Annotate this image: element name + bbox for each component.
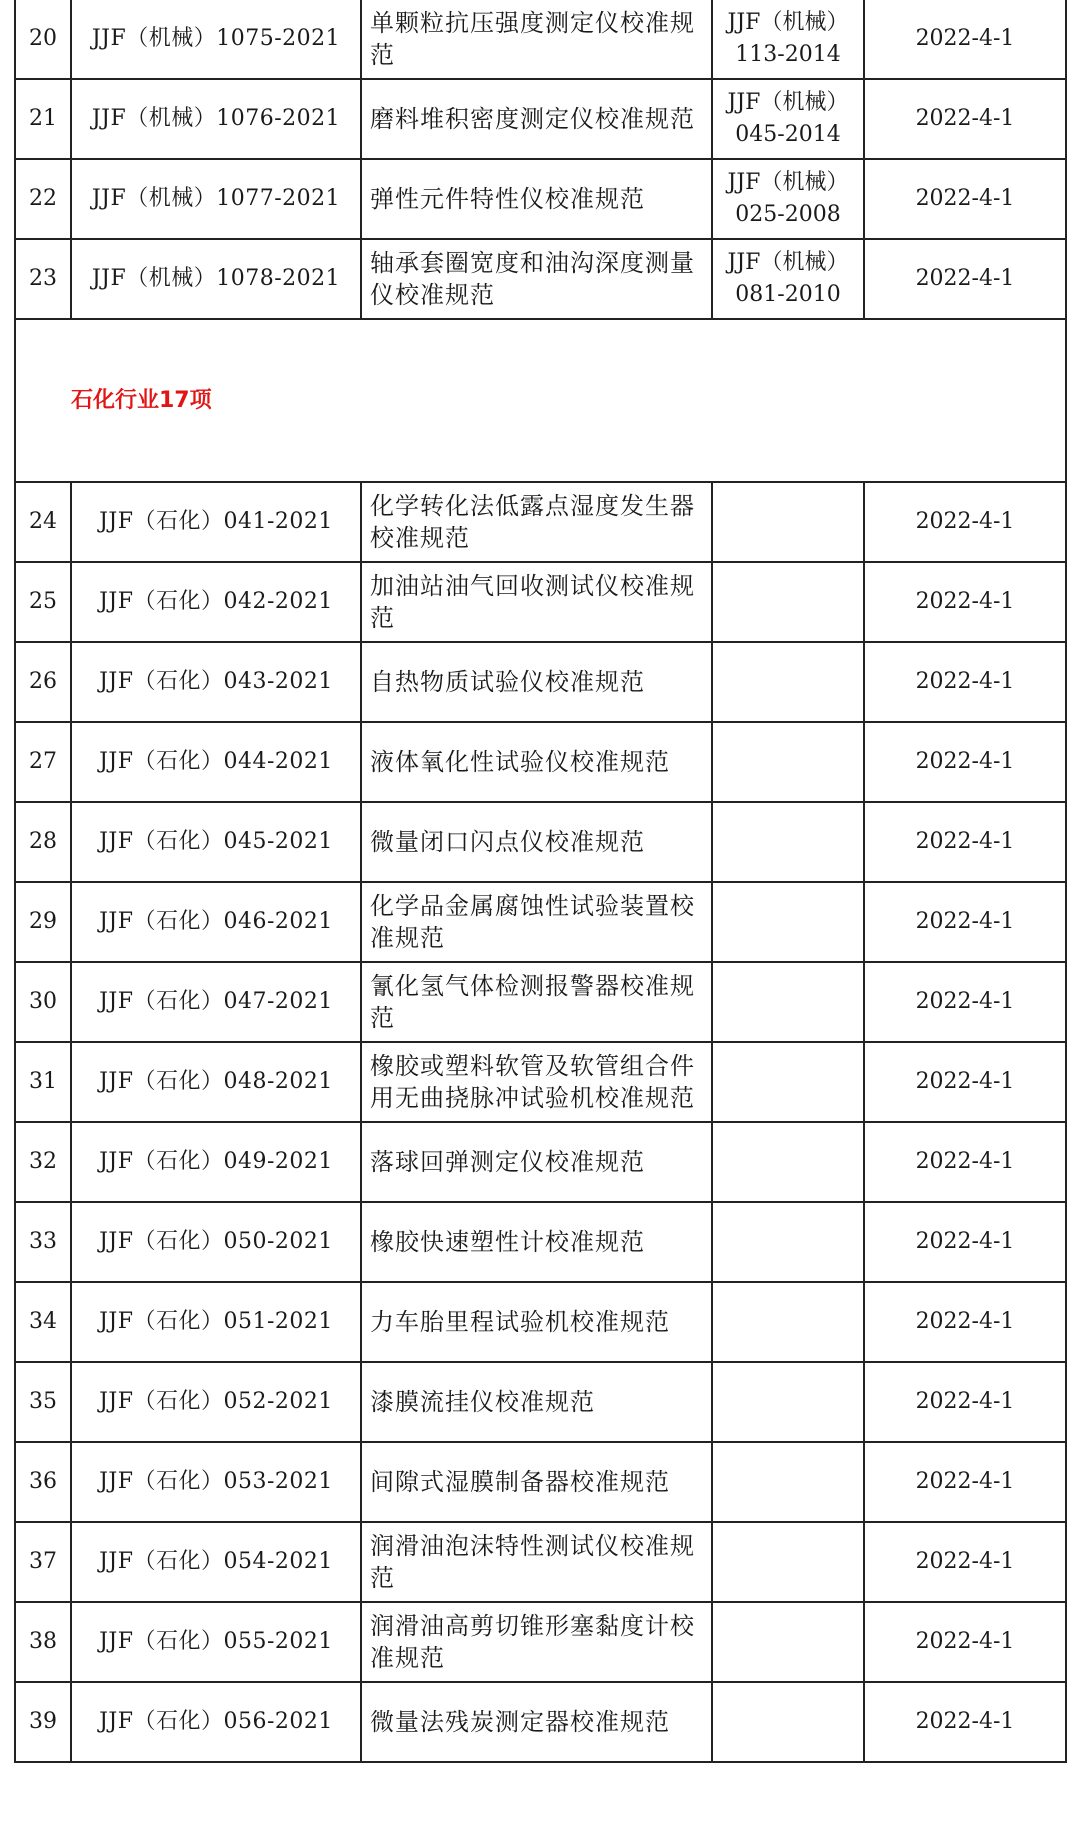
replaced-standard [712,642,864,722]
standard-code: JJF（机械）1075-2021 [71,0,361,79]
row-number: 21 [15,79,71,159]
replaced-standard: JJF（机械）045-2014 [712,79,864,159]
row-number: 37 [15,1522,71,1602]
standard-code: JJF（石化）053-2021 [71,1442,361,1522]
replaced-standard [712,562,864,642]
replaced-standard [712,1362,864,1442]
table-row [15,1042,1066,1122]
effective-date: 2022-4-1 [864,1682,1066,1762]
standards-table [14,0,1067,1763]
standards-table-body [15,0,1066,1762]
table-row [15,1282,1066,1362]
row-number: 38 [15,1602,71,1682]
section-cell [15,319,1066,482]
standard-code: JJF（机械）1077-2021 [71,159,361,239]
effective-date: 2022-4-1 [864,962,1066,1042]
effective-date: 2022-4-1 [864,79,1066,159]
standard-code: JJF（石化）042-2021 [71,562,361,642]
standard-name: 落球回弹测定仪校准规范 [361,1122,712,1202]
table-row [15,239,1066,319]
standard-name: 单颗粒抗压强度测定仪校准规范 [361,0,712,79]
effective-date: 2022-4-1 [864,1362,1066,1442]
effective-date: 2022-4-1 [864,159,1066,239]
section-row [15,319,1066,482]
standard-name: 氰化氢气体检测报警器校准规范 [361,962,712,1042]
standard-code: JJF（石化）052-2021 [71,1362,361,1442]
row-number: 23 [15,239,71,319]
table-row [15,1682,1066,1762]
standard-code: JJF（石化）047-2021 [71,962,361,1042]
replaced-standard: JJF（机械）025-2008 [712,159,864,239]
standard-name: 润滑油泡沫特性测试仪校准规范 [361,1522,712,1602]
table-row [15,79,1066,159]
row-number: 22 [15,159,71,239]
standard-name: 橡胶或塑料软管及软管组合件用无曲挠脉冲试验机校准规范 [361,1042,712,1122]
row-number: 32 [15,1122,71,1202]
standard-name: 化学转化法低露点湿度发生器校准规范 [361,482,712,562]
standard-name: 漆膜流挂仪校准规范 [361,1362,712,1442]
replaced-standard [712,1682,864,1762]
standard-code: JJF（石化）050-2021 [71,1202,361,1282]
standard-name: 磨料堆积密度测定仪校准规范 [361,79,712,159]
replaced-standard [712,882,864,962]
replaced-standard [712,1122,864,1202]
standard-code: JJF（石化）043-2021 [71,642,361,722]
effective-date: 2022-4-1 [864,722,1066,802]
standard-code: JJF（机械）1076-2021 [71,79,361,159]
standard-name: 弹性元件特性仪校准规范 [361,159,712,239]
row-number: 24 [15,482,71,562]
table-row [15,722,1066,802]
standard-name: 间隙式湿膜制备器校准规范 [361,1442,712,1522]
standard-code: JJF（石化）046-2021 [71,882,361,962]
row-number: 27 [15,722,71,802]
standard-name: 自热物质试验仪校准规范 [361,642,712,722]
effective-date: 2022-4-1 [864,1282,1066,1362]
standard-code: JJF（石化）048-2021 [71,1042,361,1122]
row-number: 36 [15,1442,71,1522]
standard-name: 润滑油高剪切锥形塞黏度计校准规范 [361,1602,712,1682]
table-row [15,1522,1066,1602]
replaced-standard [712,1042,864,1122]
standard-name: 化学品金属腐蚀性试验装置校准规范 [361,882,712,962]
standard-name: 轴承套圈宽度和油沟深度测量仪校准规范 [361,239,712,319]
row-number: 35 [15,1362,71,1442]
table-row [15,882,1066,962]
replaced-standard [712,1602,864,1682]
effective-date: 2022-4-1 [864,239,1066,319]
replaced-standard [712,482,864,562]
row-number: 25 [15,562,71,642]
table-row [15,802,1066,882]
standard-name: 加油站油气回收测试仪校准规范 [361,562,712,642]
standard-name: 力车胎里程试验机校准规范 [361,1282,712,1362]
replaced-standard [712,802,864,882]
standard-name: 微量闭口闪点仪校准规范 [361,802,712,882]
standard-code: JJF（石化）049-2021 [71,1122,361,1202]
table-row [15,159,1066,239]
table-row [15,482,1066,562]
standard-code: JJF（石化）051-2021 [71,1282,361,1362]
replaced-standard [712,962,864,1042]
effective-date: 2022-4-1 [864,642,1066,722]
row-number: 33 [15,1202,71,1282]
replaced-standard [712,1202,864,1282]
effective-date: 2022-4-1 [864,802,1066,882]
row-number: 20 [15,0,71,79]
row-number: 29 [15,882,71,962]
table-row [15,0,1066,79]
standard-code: JJF（石化）044-2021 [71,722,361,802]
effective-date: 2022-4-1 [864,882,1066,962]
row-number: 39 [15,1682,71,1762]
replaced-standard: JJF（机械）081-2010 [712,239,864,319]
standard-code: JJF（机械）1078-2021 [71,239,361,319]
table-row [15,1202,1066,1282]
table-row [15,642,1066,722]
standard-code: JJF（石化）056-2021 [71,1682,361,1762]
table-row [15,562,1066,642]
table-row [15,962,1066,1042]
table-row [15,1602,1066,1682]
replaced-standard [712,1442,864,1522]
effective-date: 2022-4-1 [864,0,1066,79]
replaced-standard [712,722,864,802]
standard-code: JJF（石化）055-2021 [71,1602,361,1682]
table-row [15,1362,1066,1442]
table-row [15,1442,1066,1522]
effective-date: 2022-4-1 [864,1122,1066,1202]
effective-date: 2022-4-1 [864,1522,1066,1602]
replaced-standard: JJF（机械）113-2014 [712,0,864,79]
standard-code: JJF（石化）045-2021 [71,802,361,882]
replaced-standard [712,1282,864,1362]
table-row [15,1122,1066,1202]
effective-date: 2022-4-1 [864,1042,1066,1122]
effective-date: 2022-4-1 [864,1602,1066,1682]
row-number: 31 [15,1042,71,1122]
standard-code: JJF（石化）041-2021 [71,482,361,562]
row-number: 34 [15,1282,71,1362]
replaced-standard [712,1522,864,1602]
section-heading: 石化行业17项 [71,387,212,413]
standard-name: 液体氧化性试验仪校准规范 [361,722,712,802]
row-number: 26 [15,642,71,722]
effective-date: 2022-4-1 [864,1442,1066,1522]
row-number: 28 [15,802,71,882]
row-number: 30 [15,962,71,1042]
standard-name: 微量法残炭测定器校准规范 [361,1682,712,1762]
effective-date: 2022-4-1 [864,1202,1066,1282]
effective-date: 2022-4-1 [864,482,1066,562]
standard-name: 橡胶快速塑性计校准规范 [361,1202,712,1282]
effective-date: 2022-4-1 [864,562,1066,642]
standard-code: JJF（石化）054-2021 [71,1522,361,1602]
